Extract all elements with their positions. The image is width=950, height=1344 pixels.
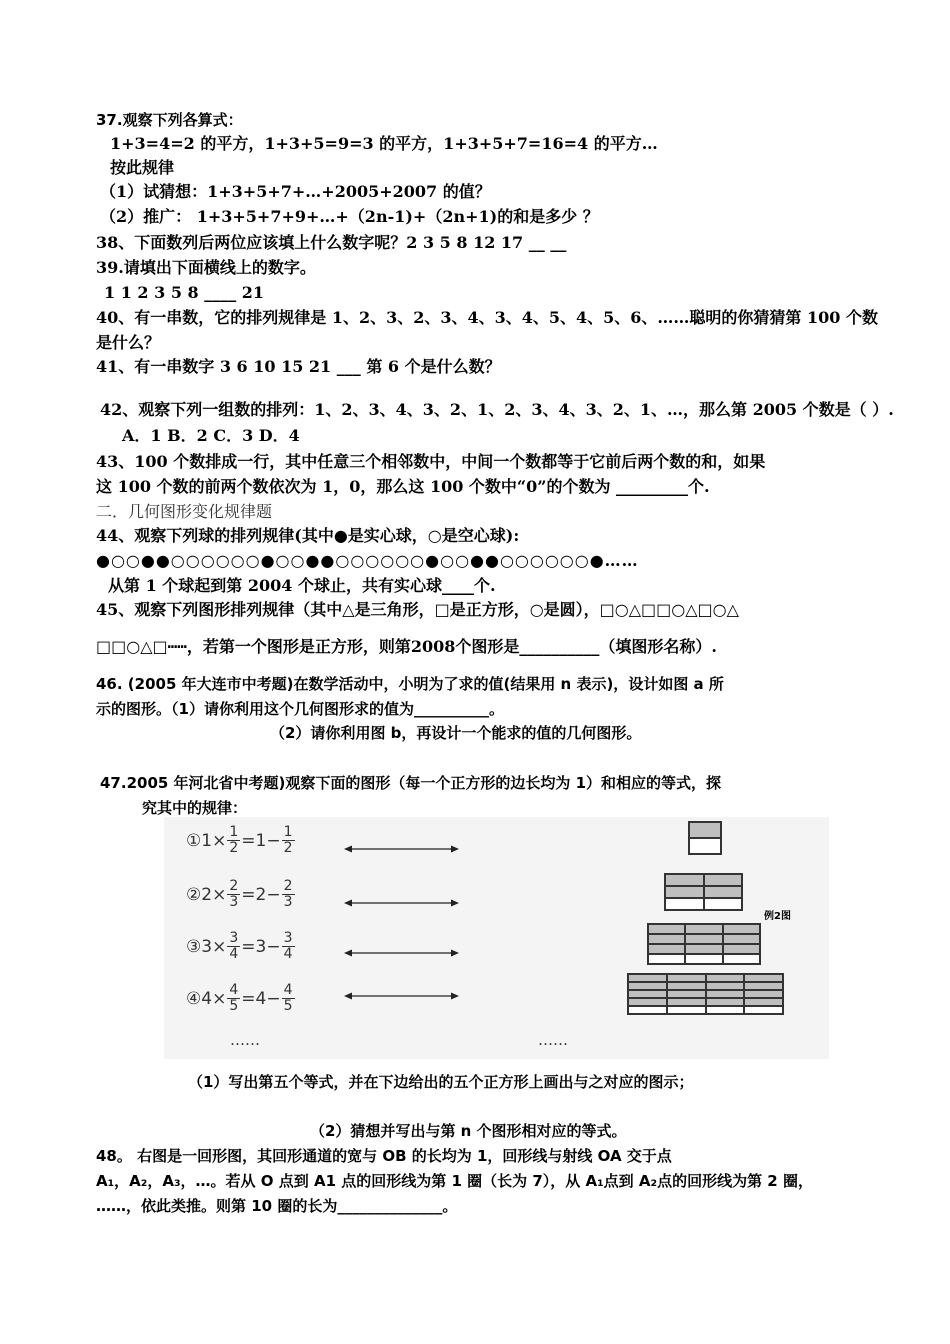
fraction-denominator: 4 (283, 946, 293, 962)
equation-index: ① (186, 830, 202, 851)
fraction (282, 931, 295, 962)
equation-4 (186, 983, 296, 1014)
square-figure-3 (647, 923, 761, 965)
fraction-denominator: 2 (229, 840, 239, 856)
equation-term: 4 (255, 988, 267, 1009)
problem-43: 43、100 个数排成一行，其中任意三个相邻数中，中间一个数都等于它前后两个数的和，如果 (96, 452, 766, 471)
equals-sign: = (241, 830, 256, 851)
times-sign: × (212, 830, 227, 851)
fraction-numerator: 4 (283, 982, 293, 998)
problem-43-cont: 这 100 个数的前两个数依次为 1，0，那么这 100 个数中“0”的个数为 _________个. (96, 477, 710, 496)
minus-sign: − (266, 988, 281, 1009)
fraction (282, 879, 295, 910)
problem-48-question: ……，依此类推。则第 10 圈的长为______________。 (96, 1197, 458, 1215)
problem-45: 45、观察下列图形排列规律（其中△是三角形，□是正方形，○是圆），□○△□□○△□○△ (96, 600, 739, 619)
equation-term: 2 (255, 884, 267, 905)
equation-3 (186, 931, 296, 962)
equation-2 (186, 879, 296, 910)
equation-figure (164, 817, 829, 1059)
equation-1 (186, 825, 296, 856)
times-sign: × (212, 884, 227, 905)
problem-46-cont: 示的图形。（1）请你利用这个几何图形求的值为__________。 (96, 700, 504, 718)
problem-42-options: A．1 B．2 C．3 D．4 (122, 426, 300, 445)
problem-46-q2: （2）请你利用图 b，再设计一个能求的值的几何图形。 (270, 724, 642, 742)
problem-39: 39.请填出下面横线上的数字。 (96, 258, 316, 277)
dots-left: …… (230, 1031, 260, 1049)
double-arrow-icon (344, 948, 459, 958)
problem-47-q1: （1）写出第五个等式，并在下边给出的五个正方形上画出与之对应的图示； (188, 1073, 694, 1091)
fraction (227, 879, 240, 910)
problem-38: 38、下面数列后两位应该填上什么数字呢？2 3 5 8 12 17 __ __ (96, 233, 567, 252)
problem-39-sequence: 1 1 2 3 5 8 ____ 21 (104, 283, 265, 302)
double-arrow-icon (344, 898, 459, 908)
problem-44-balls: ●○○●●○○○○○○●○○●●○○○○○○●○○●●○○○○○○●…… (96, 551, 639, 570)
fraction (282, 825, 295, 856)
equals-sign: = (241, 884, 256, 905)
equation-index: ② (186, 884, 202, 905)
problem-40: 40、有一串数，它的排列规律是 1、2、3、2、3、4、3、4、5、4、5、6、……聪明的你猜猜第 100 个数 (96, 308, 878, 327)
fraction-denominator: 3 (229, 894, 239, 910)
double-arrow-icon (344, 991, 459, 1001)
fraction (282, 983, 295, 1014)
equation-term: 1 (255, 830, 267, 851)
problem-37-rule: 按此规律 (110, 158, 175, 177)
fraction-numerator: 1 (229, 824, 239, 840)
minus-sign: − (266, 830, 281, 851)
problem-37-q2: （2）推广： 1+3+5+7+9+…+（2n-1)+（2n+1)的和是多少 ？ (100, 207, 599, 226)
problem-46: 46. (2005 年大连市中考题)在数学活动中，小明为了求的值(结果用 n 表示)，设计如图 a 所 (96, 675, 724, 693)
problem-37-title: 37.观察下列各算式： (96, 111, 243, 129)
fraction-denominator: 5 (229, 998, 239, 1014)
problem-41: 41、有一串数字 3 6 10 15 21 ___ 第 6 个是什么数？ (96, 357, 501, 376)
problem-44: 44、观察下列球的排列规律(其中●是实心球，○是空心球): (96, 526, 520, 545)
fraction-numerator: 3 (283, 930, 293, 946)
square-figure-1 (688, 821, 722, 855)
problem-48-cont: A₁，A₂，A₃，…。若从 O 点到 A1 点的回形线为第 1 圈（长为 7），从 A₁点到 A₂点的回形线为第 2 圈， (96, 1172, 813, 1190)
equation-term: 1 (201, 830, 213, 851)
square-figure-4 (627, 973, 784, 1015)
fraction-denominator: 4 (229, 946, 239, 962)
equation-term: 2 (201, 884, 213, 905)
figure-label: 例2图 (764, 911, 791, 922)
equation-term: 3 (201, 936, 213, 957)
equation-term: 3 (255, 936, 267, 957)
equation-index: ④ (186, 988, 202, 1009)
problem-44-question: 从第 1 个球起到第 2004 个球止，共有实心球____个. (108, 576, 496, 595)
section-heading: 二．几何图形变化规律题 (96, 502, 273, 521)
problem-47-cont: 究其中的规律： (142, 799, 248, 817)
double-arrow-icon (344, 844, 459, 854)
minus-sign: − (266, 936, 281, 957)
fraction-denominator: 5 (283, 998, 293, 1014)
dots-right: …… (538, 1031, 568, 1049)
equation-term: 4 (201, 988, 213, 1009)
problem-45-cont: □□○△□┅┅，若第一个图形是正方形，则第2008个图形是__________（填图形名称）. (96, 637, 717, 656)
problem-37-q1: （1）试猜想：1+3+5+7+…+2005+2007 的值？ (100, 182, 491, 201)
minus-sign: − (266, 884, 281, 905)
times-sign: × (212, 988, 227, 1009)
equals-sign: = (241, 936, 256, 957)
equals-sign: = (241, 988, 256, 1009)
fraction-numerator: 4 (229, 982, 239, 998)
fraction-denominator: 2 (283, 840, 293, 856)
fraction (227, 825, 240, 856)
fraction (227, 931, 240, 962)
fraction-numerator: 3 (229, 930, 239, 946)
fraction-numerator: 2 (229, 878, 239, 894)
equation-index: ③ (186, 936, 202, 957)
fraction-numerator: 2 (283, 878, 293, 894)
problem-37-formulas: 1+3=4=2 的平方，1+3+5=9=3 的平方，1+3+5+7=16=4 的平方… (110, 134, 658, 153)
problem-47-q2: （2）猜想并写出与第 n 个图形相对应的等式。 (310, 1122, 627, 1140)
fraction-denominator: 3 (283, 894, 293, 910)
problem-48: 48。 右图是一回形图，其回形通道的宽与 OB 的长均为 1，回形线与射线 OA 交于点 (96, 1147, 672, 1165)
fraction-numerator: 1 (283, 824, 293, 840)
square-figure-2 (664, 873, 743, 911)
problem-42: 42、观察下列一组数的排列：1、2、3、4、3、2、1、2、3、4、3、2、1、…，那么第 2005 个数是（ ）. (100, 400, 894, 419)
problem-40-cont: 是什么？ (96, 333, 161, 352)
times-sign: × (212, 936, 227, 957)
fraction (227, 983, 240, 1014)
problem-47: 47.2005 年河北省中考题)观察下面的图形（每一个正方形的边长均为 1）和相应的等式，探 (100, 774, 722, 792)
